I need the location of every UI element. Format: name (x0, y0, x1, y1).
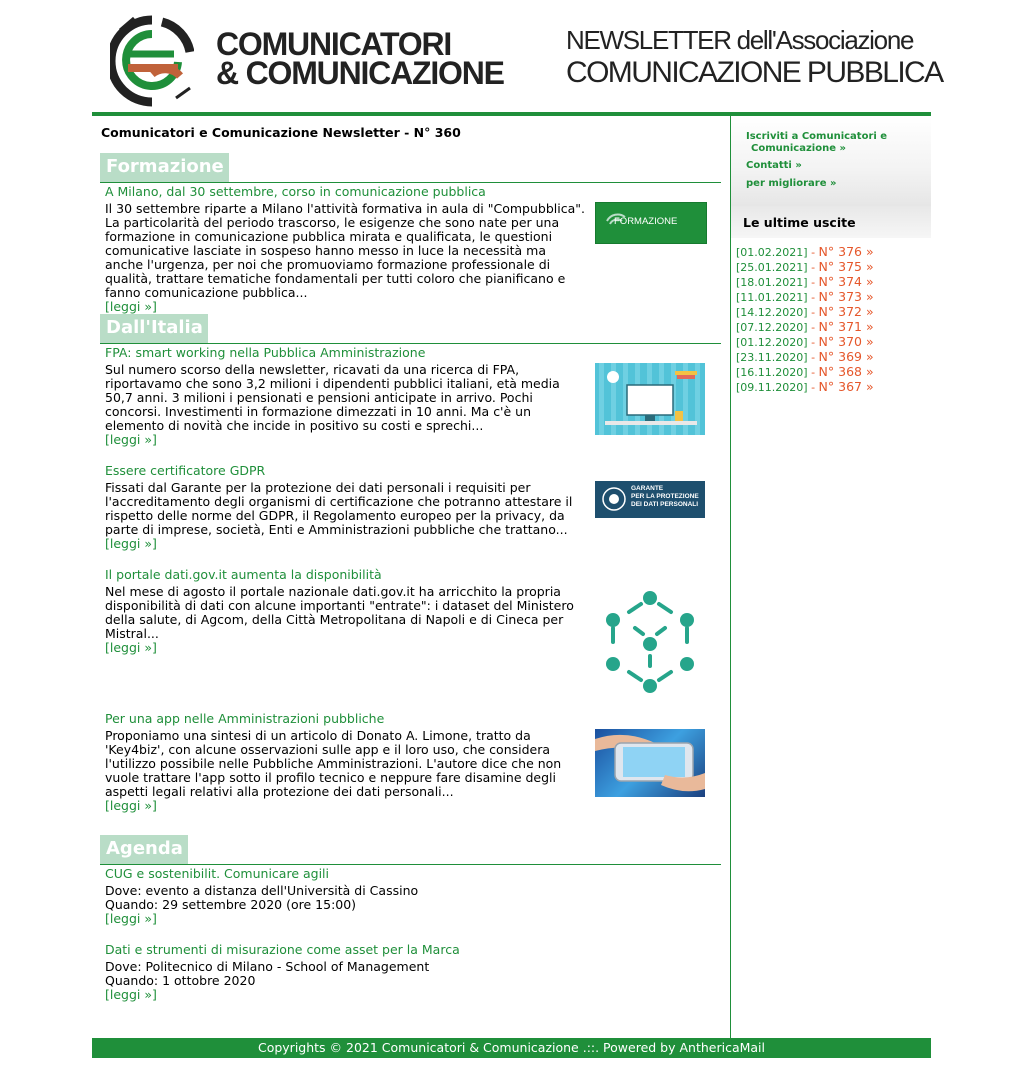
article-summary: Il 30 settembre riparte a Milano l'attività formativa in aula di "Compubblica". La particolarità del periodo trascorso, le esigenze che sono nate per una formazione in comunicazione pubblica mirata e qualificata, le questioni comunicative lasciate in sospeso hanno messo in luce la necessità ma anche l'urgenza, per noi che promuoviamo formazione professionale di qualità, trattare tematiche fondamentali per tutti coloro che pianificano e fanno comunicazione pubblica... (105, 201, 585, 300)
latest-issues-header (731, 206, 931, 238)
article-title-link[interactable]: Essere certificatore GDPR (105, 463, 266, 478)
issue-number-link[interactable]: N° 368 » (818, 364, 874, 379)
issue-number-link[interactable]: N° 367 » (818, 379, 874, 394)
issue-title: Comunicatori e Comunicazione Newsletter - N° 360 (101, 125, 461, 140)
issue-list-item (736, 290, 926, 305)
issue-separator: - (807, 261, 819, 274)
article-image[interactable] (595, 363, 705, 435)
issue-separator: - (807, 336, 819, 349)
subscribe-link-line[interactable]: Iscriviti a Comunicatori e (746, 131, 888, 142)
article-summary: Fissati dal Garante per la protezione dei dati personali i requisiti per l'accreditamento degli organismi di certificazione che potranno attestare il rispetto delle norme del GDPR, il Regolamento europeo per la privacy, da parte di imprese, società, Enti e Amministrazioni pubbliche che trattano... (105, 480, 573, 537)
latest-issues-title: Le ultime uscite (743, 215, 856, 230)
issue-list-item (736, 365, 926, 380)
image-caption (631, 485, 699, 509)
article-title-link[interactable]: Per una app nelle Amministrazioni pubbliche (105, 711, 385, 726)
article-summary: Proponiamo una sintesi di un articolo di Donato A. Limone, tratto da 'Key4biz', con alcune osservazioni sulle app e il loro uso, che considera l'utilizzo possibile nelle Pubbliche Amministrazioni. L'autore dice che non vuole trattare l'app sotto il profilo tecnico e neppure fare disamine degli aspetti legali relativi alla protezione dei dati personali... (105, 728, 562, 799)
logo-line-2: & COMUNICAZIONE (216, 55, 504, 91)
article-summary: Nel mese di agosto il portale nazionale dati.gov.it ha arricchito la propria disponibilità di dati con alcune importanti "entrate": i dataset del Ministero della salute, di Agcom, della Città Metropolitana di Napoli e di Cineca per Mistral... (105, 584, 574, 641)
issue-separator: - (807, 351, 819, 364)
article-title-link[interactable]: Il portale dati.gov.it aumenta la disponibilità (105, 567, 382, 582)
read-more-link[interactable]: [leggi »] (105, 536, 157, 551)
section-header-agenda (100, 835, 721, 865)
issue-list-item (736, 335, 926, 350)
article-image[interactable] (595, 590, 705, 696)
event-title-link[interactable]: Dati e strumenti di misurazione come asset per la Marca (105, 942, 460, 957)
read-more-link[interactable]: [leggi »] (105, 911, 157, 926)
issue-number-link[interactable]: N° 374 » (818, 274, 874, 289)
issue-separator: - (807, 321, 819, 334)
issue-list-item (736, 380, 926, 395)
image-caption-line: DEI DATI PERSONALI (631, 501, 699, 508)
image-caption-line: PER LA PROTEZIONE (631, 493, 699, 500)
event-title-link[interactable]: CUG e sostenibilit. Comunicare agili (105, 866, 330, 881)
section-header-italia (100, 314, 721, 344)
read-more-link[interactable]: [leggi »] (105, 299, 157, 314)
read-more-link[interactable]: [leggi »] (105, 987, 157, 1002)
issue-number-link[interactable]: N° 371 » (818, 319, 874, 334)
workstation-illustration-icon (595, 363, 705, 435)
section-title: Agenda (100, 835, 188, 864)
logo-line-1: COMUNICATORI (216, 26, 452, 62)
newsletter-title-line-1: NEWSLETTER dell'Associazione (566, 25, 914, 55)
main-column (92, 116, 731, 1038)
latest-issues-list (736, 245, 926, 395)
article-title-link[interactable]: A Milano, dal 30 settembre, corso in comunicazione pubblica (105, 184, 486, 199)
issue-number-link[interactable]: N° 372 » (818, 304, 874, 319)
improve-link[interactable]: per migliorare » (746, 178, 837, 189)
issue-date: [09.11.2020] (736, 381, 808, 394)
contacts-link[interactable]: Contatti » (746, 160, 802, 171)
issue-list-item (736, 305, 926, 320)
newsletter-title-line-2: COMUNICAZIONE PUBBLICA (566, 56, 943, 89)
issue-date: [25.01.2021] (736, 261, 808, 274)
event-date: Quando: 1 ottobre 2020 (105, 973, 256, 988)
article-image[interactable] (595, 481, 705, 518)
subscribe-link-line[interactable]: Comunicazione » (751, 143, 846, 154)
image-caption: FORMAZIONE (614, 216, 678, 227)
read-more-link[interactable]: [leggi »] (105, 432, 157, 447)
event-location: Dove: evento a distanza dell'Università di Cassino (105, 883, 419, 898)
section-header-formazione (100, 153, 721, 183)
issue-separator: - (807, 306, 819, 319)
issue-number-link[interactable]: N° 369 » (818, 349, 874, 364)
article-summary: Sul numero scorso della newsletter, ricavati da una ricerca di FPA, riportavamo che sono 3,2 milioni i dipendenti pubblici italiani, età media 50,7 anni. 3 milioni i pensionati e pensioni anticipate in arrivo. Pochi concorsi. Investimenti in formazione dimezzati in 10 anni. Ma c'è un elemento di novità che incide in positivo su costi e sprechi... (105, 362, 560, 433)
issue-number-link[interactable]: N° 375 » (818, 259, 874, 274)
issue-list-item (736, 275, 926, 290)
issue-separator: - (807, 246, 819, 259)
sidebar-links-box (731, 116, 931, 206)
smartphone-in-hand-icon (595, 729, 705, 797)
read-more-link[interactable]: [leggi »] (105, 798, 157, 813)
issue-separator: - (807, 291, 819, 304)
read-more-link[interactable]: [leggi »] (105, 640, 157, 655)
article-image[interactable] (595, 202, 707, 244)
header (92, 0, 943, 112)
issue-separator: - (807, 366, 819, 379)
section-title: Formazione (100, 153, 229, 182)
issue-date: [23.11.2020] (736, 351, 808, 364)
issue-list-item (736, 320, 926, 335)
issue-list-item (736, 350, 926, 365)
newsletter-title (566, 24, 943, 90)
issue-number-link[interactable]: N° 370 » (818, 334, 874, 349)
network-hexagon-icon (595, 590, 705, 696)
logo-mark-icon (110, 14, 194, 108)
issue-date: [18.01.2021] (736, 276, 808, 289)
issue-date: [11.01.2021] (736, 291, 808, 304)
agenda-item (105, 866, 705, 926)
sidebar (731, 116, 931, 1038)
section-title: Dall'Italia (100, 314, 208, 343)
issue-number-link[interactable]: N° 373 » (818, 289, 874, 304)
logo-text (216, 26, 504, 91)
issue-date: [01.12.2020] (736, 336, 808, 349)
article-title-link[interactable]: FPA: smart working nella Pubblica Amministrazione (105, 345, 426, 360)
event-date: Quando: 29 settembre 2020 (ore 15:00) (105, 897, 357, 912)
issue-number-link[interactable]: N° 376 » (818, 244, 874, 259)
issue-date: [16.11.2020] (736, 366, 808, 379)
issue-separator: - (807, 381, 819, 394)
issue-list-item (736, 245, 926, 260)
issue-list-item (736, 260, 926, 275)
subscribe-link[interactable] (746, 131, 887, 155)
issue-date: [01.02.2021] (736, 246, 808, 259)
event-location: Dove: Politecnico di Milano - School of Management (105, 959, 430, 974)
issue-date: [07.12.2020] (736, 321, 808, 334)
article-image[interactable] (595, 729, 705, 797)
newsletter-page (92, 0, 943, 1060)
agenda-item (105, 942, 705, 1002)
footer: Copyrights © 2021 Comunicatori & Comunicazione .::. Powered by AnthericaMail (92, 1038, 931, 1058)
issue-separator: - (807, 276, 819, 289)
emblem-icon (601, 486, 627, 512)
image-caption-line: GARANTE (631, 485, 664, 492)
issue-date: [14.12.2020] (736, 306, 808, 319)
